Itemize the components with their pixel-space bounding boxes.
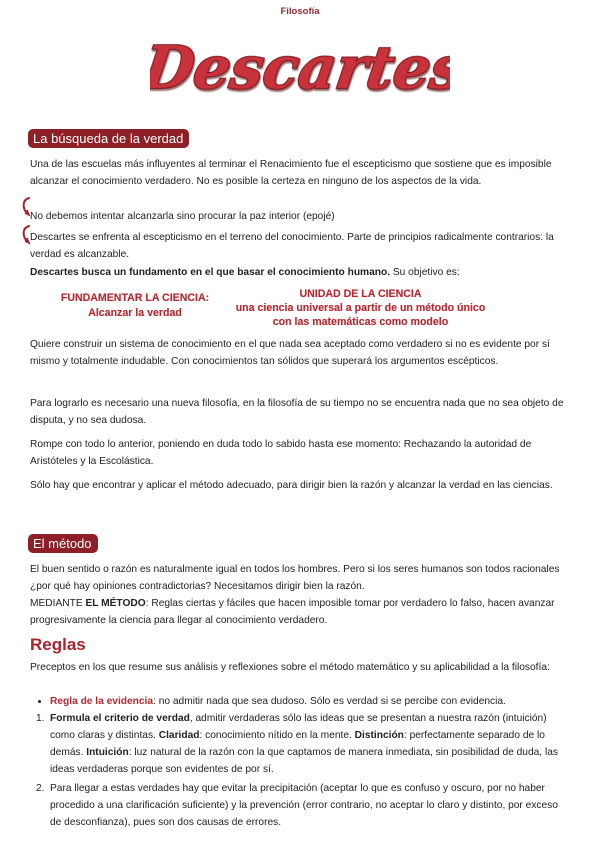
paragraph: Preceptos en los que resume sus análisis y reflexiones sobre el método matemático y su aplicabilidad a la filosofía:: [30, 662, 550, 673]
bold-text: Distinción: [354, 730, 404, 741]
paragraph: No debemos intentar alcanzarla sino procurar la paz interior (epojé): [30, 211, 335, 222]
text: : Reglas ciertas y fáciles que hacen imposible tomar por verdadero lo falso, hacen avanzar progresivamente la ciencia para llegar al conocimiento verdadero.: [30, 598, 555, 626]
list-item-text: [50, 710, 566, 778]
text: : no admitir nada que sea dudoso. Sólo es verdad si se percibe con evidencia.: [153, 696, 506, 707]
section-heading-search: La búsqueda de la verdad: [28, 129, 189, 148]
paragraph: Para lograrlo es necesario una nueva filosofía, en la filosofía de su tiempo no se encuentra nada que no sea objeto de disputa, y no sea dudosa.: [30, 398, 564, 426]
page-title: [150, 22, 450, 112]
list-item: [36, 710, 566, 778]
text: , admitir verdaderas sólo las ideas que se presentan a nuestra razón (intuición) como claras y distintas.: [50, 713, 547, 741]
rules-heading: Reglas: [30, 635, 86, 654]
paragraph: [30, 595, 570, 629]
rules-bullet-list: [50, 693, 562, 710]
title-lettering: [150, 22, 450, 112]
rules-numbered-list: [36, 710, 566, 831]
bold-text: EL MÉTODO: [85, 598, 146, 609]
goal-right-text: una ciencia universal a partir de un método único con las matemáticas como modelo: [235, 302, 486, 328]
list-item-text: Para llegar a estas verdades hay que evitar la precipitación (aceptar lo que es confuso y oscuro, por no haber procedido a una clarificación suficiente) y la prevención (error contrario, no aceptar lo claro y distinto, por exceso de desconfianza), pues son dos causas de errores.: [50, 783, 558, 828]
section-heading-method: El método: [28, 534, 98, 553]
bold-text: Descartes busca un fundamento en el que basar el conocimiento humano.: [30, 267, 391, 278]
text: MEDIANTE: [30, 598, 86, 609]
bold-text: Claridad: [158, 730, 200, 741]
title-text: Descartes: [150, 33, 450, 102]
item-number: 2.: [36, 783, 45, 794]
paragraph: Descartes se enfrenta al escepticismo en el terreno del conocimiento. Parte de principios radicalmente contrarios: la verdad es alcanzable.: [30, 232, 554, 260]
list-item: [50, 693, 562, 710]
text: : conocimiento nítido en la mente.: [199, 730, 355, 741]
goal-right-title: UNIDAD DE LA CIENCIA: [299, 288, 422, 300]
subject-label: Filosofía: [280, 6, 320, 17]
text: Su objetivo es:: [390, 267, 460, 278]
paragraph: Sólo hay que encontrar y aplicar el método adecuado, para dirigir bien la razón y alcanzar la verdad en las ciencias.: [30, 480, 553, 491]
bold-text: Intuición: [86, 747, 129, 758]
text: : luz natural de la razón con la que captamos de manera inmediata, sin posibilidad de duda, las ideas verdaderas porque son evidentes de por sí.: [50, 747, 558, 775]
paragraph: [30, 264, 570, 281]
text: : perfectamente separado de lo demás.: [50, 730, 545, 758]
paragraph: Quiere construir un sistema de conocimiento en el que nada sea aceptado como verdadero si no es evidente por sí mismo y totalmente indudable. Con conocimientos tan sólidos que superará los argumentos escépticos.: [30, 339, 550, 367]
goal-right: [228, 287, 493, 329]
paragraph: El buen sentido o razón es naturalmente igual en todos los hombres. Pero si los seres humanos son todos racionales ¿por qué hay opiniones contradictorias? Necesitamos dirigir bien la razón.: [30, 564, 560, 592]
bold-text: Regla de la evidencia: [50, 696, 154, 707]
paragraph: Rompe con todo lo anterior, poniendo en duda todo lo sabido hasta ese momento: Rechazando la autoridad de Aristóteles y la Escolástica.: [30, 439, 532, 467]
bold-text: Formula el criterio de verdad: [50, 713, 190, 724]
goal-left: FUNDAMENTAR LA CIENCIA: Alcanzar la verdad: [60, 292, 210, 319]
paragraph: Una de las escuelas más influyentes al terminar el Renacimiento fue el escepticismo que sostiene que es imposible alcanzar el conocimiento verdadero. No es posible la certeza en ninguno de los aspectos de la vida.: [30, 159, 552, 187]
item-number: 1.: [36, 713, 45, 724]
list-item: [36, 780, 566, 831]
